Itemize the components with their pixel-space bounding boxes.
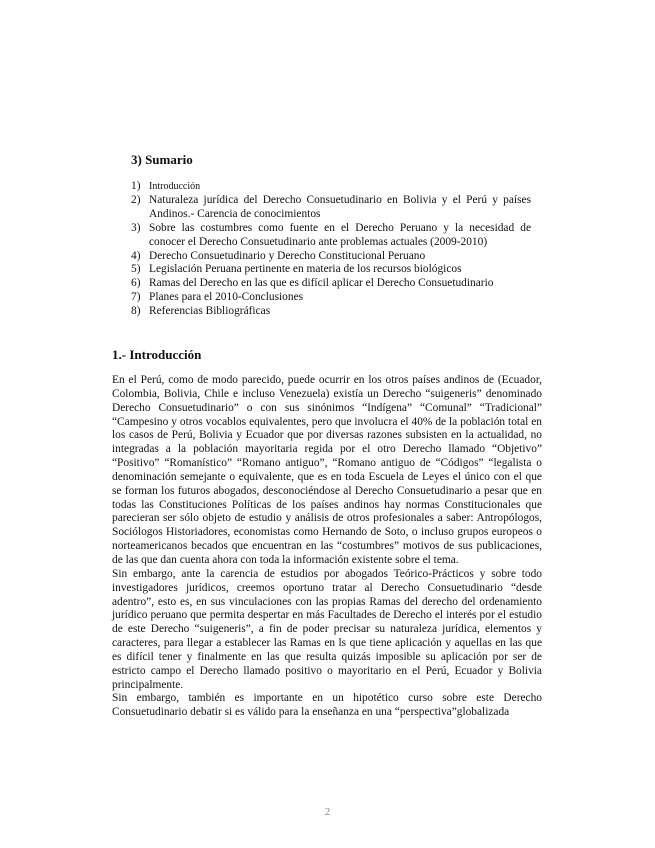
paragraph: Sin embargo, también es importante en un hipotético curso sobre este Derecho Consuetudinario debatir si es válido para la enseñanza en una “perspectiva”globalizada — [112, 692, 542, 719]
list-item: 8) Referencias Bibliográficas — [131, 305, 271, 318]
list-item: 6) Ramas del Derecho en las que es difícil aplicar el Derecho Consuetudinario — [131, 277, 494, 290]
paragraph: Sin embargo, ante la carencia de estudios por abogados Teórico-Prácticos y sobre todo investigadores jurídicos, creemos oportuno tratar al Derecho Consuetudinario “desde adentro”, esto es, en sus vinculaciones con las propias Ramas del derecho del ordenamiento jurídico peruano que permita despertar en más Facultades de Derecho el interés por el estudio de este Derecho “suigeneris”, a fin de poder precisar su naturaleza jurídica, elementos y caracteres, para llegar a establecer las Ramas en ls que tiene aplicación y aquellas en las que es difícil tener y finalmente en las que resulta quizás imposible su aplicación por ser de estricto campo el Derecho llamado positivo o mayoritario en el Perú, Ecuador y Bolivia principalmente. — [112, 567, 542, 691]
list-item: 2) Naturaleza jurídica del Derecho Consuetudinario en Bolivia y el Perú y países Andinos.- Carencia de conocimientos — [131, 193, 531, 220]
list-item: 4) Derecho Consuetudinario y Derecho Constitucional Peruano — [131, 249, 426, 262]
sumario-list — [131, 180, 531, 319]
list-item: 3) Sobre las costumbres como fuente en el Derecho Peruano y la necesidad de conocer el Derecho Consuetudinario ante problemas actuales (2009-2010) — [131, 221, 531, 248]
sumario-heading: 3) Sumario — [131, 152, 193, 167]
introduccion-body — [112, 374, 542, 720]
paragraph: En el Perú, como de modo parecido, puede ocurrir en los otros países andinos de (Ecuador, Colombia, Bolivia, Chile e incluso Venezuela) existía un Derecho “suigeneris” denominado Derecho Consuetudinario” o con sus sinónimos “Indígena” “Comunal” “Tradicional” “Campesino y otros vocablos equivalentes, pero que involucra el 40% de la población total en los casos de Perú, Bolivia y Ecuador que por diversas razones subsisten en la actualidad, no integradas a la población mayoritaria regida por el otro Derecho llamado “Objetivo” “Positivo” “Romanístico” “Romano antiguo”, “Romano antiguo de “Códigos” “legalista o denominación semejante o equivalente, que es en toda Escuela de Leyes el único con el que se forman los futuros abogados, desconociéndose al Derecho Consuetudinario a pesar que en todas las Constituciones Políticas de los países andinos hay normas Constitucionales que parecieran ser sólo objeto de estudio y análisis de otros profesionales a saber: Antropólogos, Sociólogos Historiadores, economistas como Hernando de Soto, o incluso grupos europeos o norteamericanos becados que encuentran en las “costumbres” motivos de sus publicaciones, de las que dan cuenta ahora con toda la información existente sobre el tema. — [112, 374, 542, 566]
page-number: 2 — [324, 806, 331, 818]
list-item: 7) Planes para el 2010-Conclusiones — [131, 291, 304, 304]
list-item: 1) Introducción — [131, 180, 201, 192]
introduccion-heading: 1.- Introducción — [112, 347, 202, 362]
list-item: 5) Legislación Peruana pertinente en materia de los recursos biológicos — [131, 263, 462, 276]
